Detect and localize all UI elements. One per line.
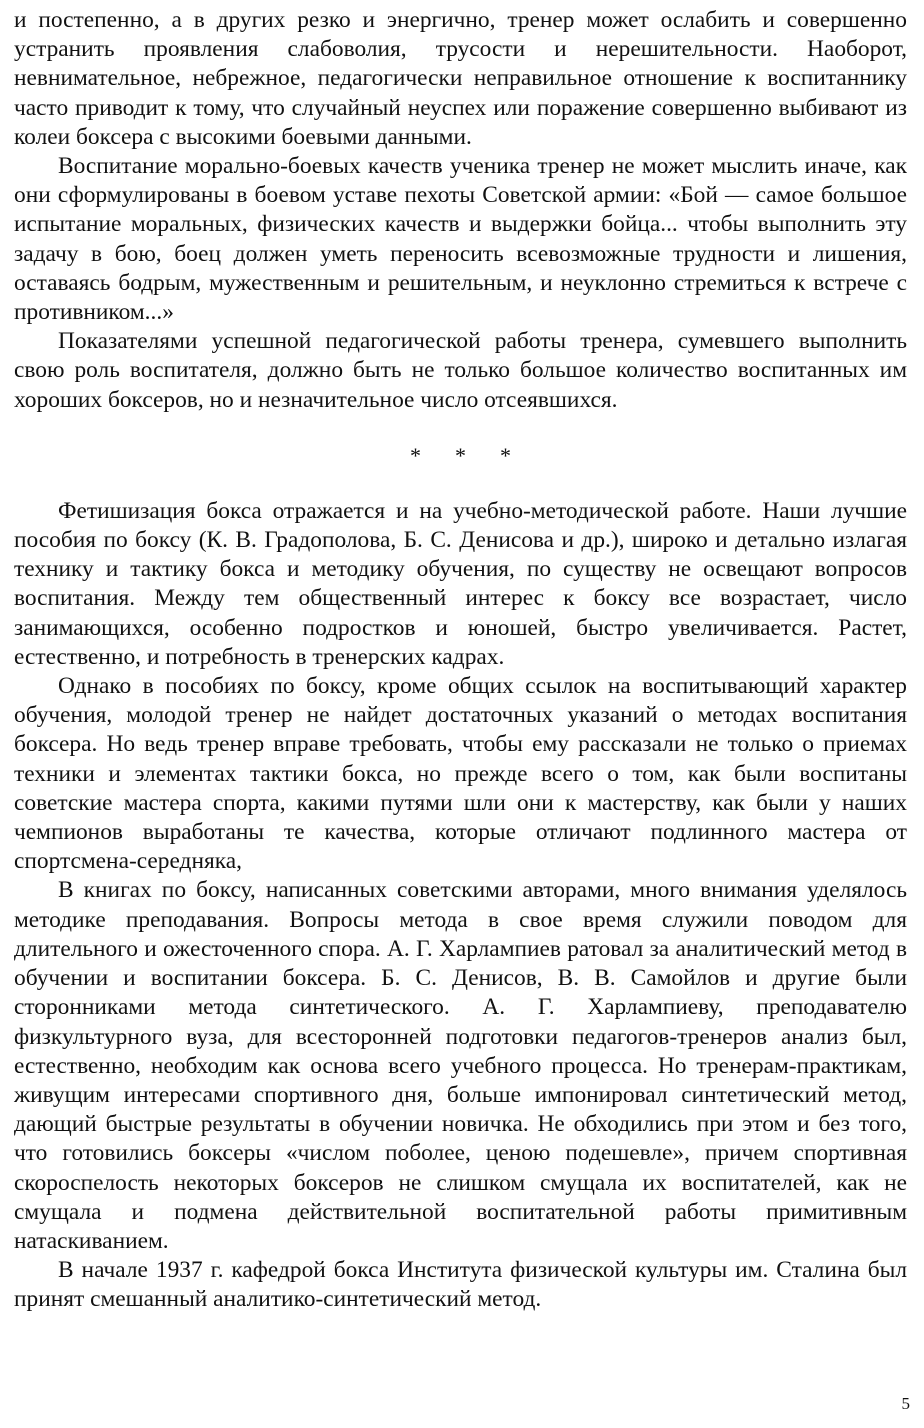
paragraph-methods: В книгах по боксу, написанных советскими авторами, много внимания уделялось методике преподавания. Вопросы метода в свое время служили поводом для длительного и ожесточенного спора. А. Г. Харлампиев ратовал за аналитический метод в обучении и воспитании боксера. Б. С. Денисов, В. В. Самойлов и другие были сторонниками метода синтетического. А. Г. Харлампиеву, преподавателю физкультурного вуза, для всесторонней подготовки педагогов-тренеров анализ был, естественно, необходим как основа всего учебного процесса. Но тренерам-практикам, живущим интересами спортивного дня, больше импонировал синтетический метод, дающий быстрые результаты в обучении новичка. Не обходились при этом и без того, что готовились боксеры «числом поболее, ценою подешевле», причем спортивная скороспелость некоторых боксеров не слишком смущала их воспитателей, как не смущала и подмена действительной воспитательной работы примитивным натаскиванием. xyxy=(14,877,907,1254)
paragraph-fetishization: Фетишизация бокса отражается и на учебно-методической работе. Наши лучшие пособия по боксу (К. В. Градополова, Б. С. Денисова и др.), широко и детально излагая технику и тактику бокса и методику обучения, по существу не освещают вопросов воспитания. Между тем общественный интерес к боксу все возрастает, число занимающихся, особенно подростков и юношей, быстро увеличивается. Растет, естественно, и потребность в тренерских кадрах. xyxy=(14,497,907,670)
paragraph-moral-qualities: Воспитание морально-боевых качеств ученика тренер не может мыслить иначе, как они сформулированы в боевом уставе пехоты Советской армии: «Бой — самое большое испытание моральных, физических качеств и выдержки бойца... чтобы выполнить эту задачу в бою, боец должен уметь переносить всевозможные трудности и лишения, оставаясь бодрым, мужественным и решительным, и неуклонно стремиться к встрече с противником...» xyxy=(14,153,907,326)
paragraph-continuation: и постепенно, а в других резко и энергично, тренер может ослабить и совершенно устранить проявления слабоволия, трусости и нерешительности. Наоборот, невнимательное, небрежное, педагогически неправильное отношение к воспитаннику часто приводит к тому, что случайный неуспех или поражение совершенно выбивают из колеи боксера с высокими боевыми данными. xyxy=(14,7,907,150)
page-number: 5 xyxy=(901,1394,910,1413)
paragraph-manuals: Однако в пособиях по боксу, кроме общих ссылок на воспитывающий характер обучения, молодой тренер не найдет достаточных указаний о методах воспитания боксера. Но ведь тренер вправе требовать, чтобы ему рассказали не только о приемах техники и элементах тактики бокса, но прежде всего о том, как были воспитаны советские мастера спорта, какими путями шли они к мастерству, как были у наших чемпионов выработаны те качества, которые отличают подлинного мастера от спортсмена-середняка, xyxy=(14,673,907,875)
separator-asterisk: * xyxy=(500,442,511,468)
section-separator xyxy=(14,415,907,497)
separator-asterisk: * xyxy=(455,442,466,468)
paragraph-1937: В начале 1937 г. кафедрой бокса Института физической культуры им. Сталина был принят смешанный аналитико-синтетический метод. xyxy=(14,1257,907,1313)
paragraph-success-indicators: Показателями успешной педагогической работы тренера, сумевшего выполнить свою роль воспитателя, должно быть не только большое количество воспитанных им хороших боксеров, но и незначительное число отсеявшихся. xyxy=(14,328,907,413)
separator-asterisk: * xyxy=(410,442,421,468)
body-text xyxy=(14,6,907,1315)
